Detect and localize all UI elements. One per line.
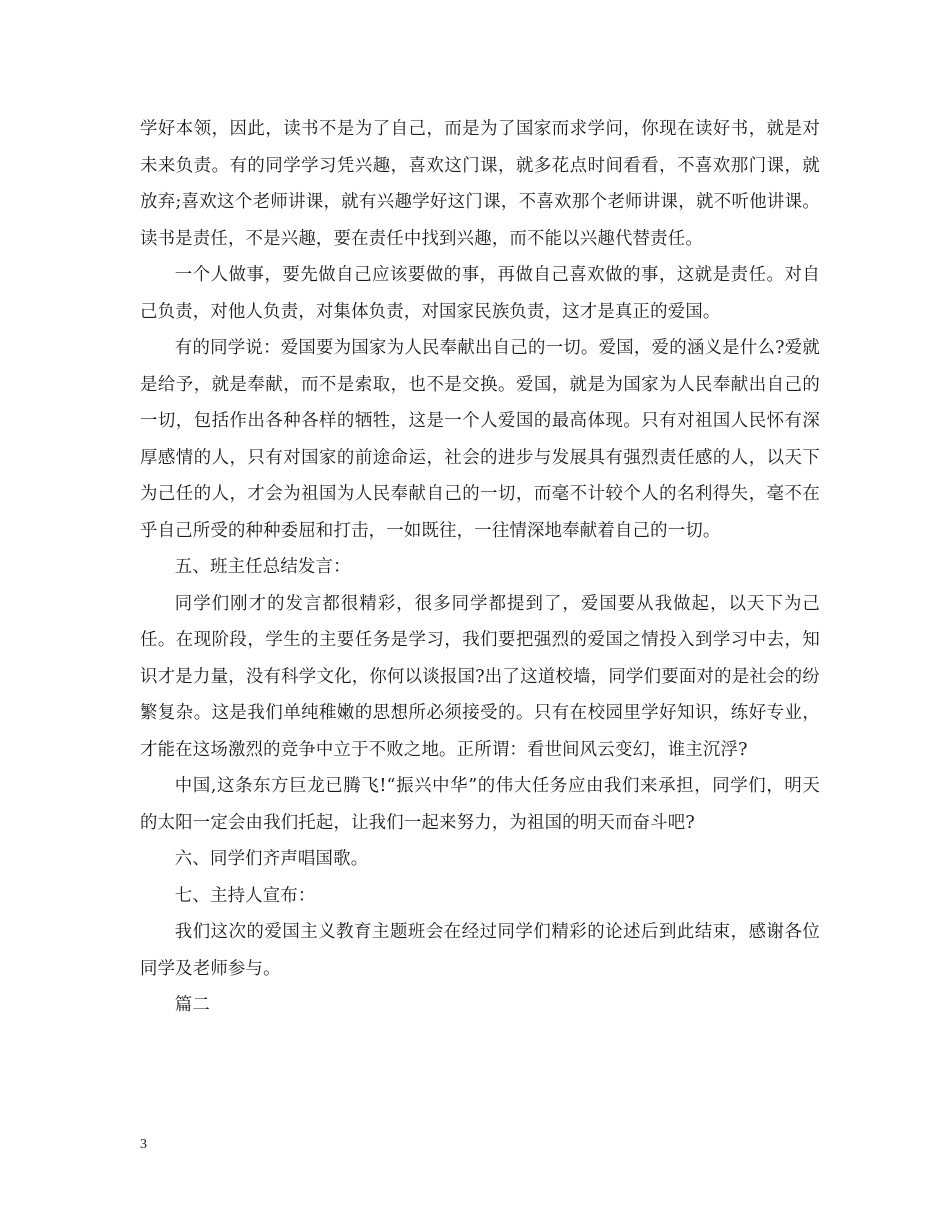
paragraph-study-responsibility: 学好本领，因此，读书不是为了自己，而是为了国家而求学问，你现在读好书，就是对未来负责。有的同学学习凭兴趣，喜欢这门课，就多花点时间看看，不喜欢那门课，就放弃;喜欢这个老师讲课，就有兴趣学好这门课，不喜欢那个老师讲课，就不听他讲课。读书是责任，不是兴趣，要在责任中找到兴趣，而不能以兴趣代替责任。 (140, 119, 820, 249)
paragraph-china-rising: 中国,这条东方巨龙已腾飞!“振兴中华”的伟大任务应由我们来承担，同学们，明天的太阳一定会由我们托起，让我们一起来努力，为祖国的明天而奋斗吧? (140, 776, 820, 833)
paragraph-love-of-country: 有的同学说：爱国要为国家为人民奉献出自己的一切。爱国，爱的涵义是什么?爱就是给予，就是奉献，而不是索取，也不是交换。爱国，就是为国家为人民奉献出自己的一切，包括作出各种各样的牺牲，这是一个人爱国的最高体现。只有对祖国人民怀有深厚感情的人，只有对国家的前途命运，社会的进步与发展具有强烈责任感的人，以天下为己任的人，才会为祖国为人民奉献自己的一切，而毫不计较个人的名利得失，毫不在乎自己所受的种种委屈和打击，一如既往，一往情深地奉献着自己的一切。 (140, 338, 820, 541)
page-number: 3 (140, 1137, 147, 1152)
paragraph-closing: 我们这次的爱国主义教育主题班会在经过同学们精彩的论述后到此结束，感谢各位同学及老师参与。 (140, 922, 820, 979)
document-body (140, 111, 820, 1024)
paragraph-teacher-summary: 同学们刚才的发言都很精彩，很多同学都提到了，爱国要从我做起，以天下为己任。在现阶段，学生的主要任务是学习，我们要把强烈的爱国之情投入到学习中去，知识才是力量，没有科学文化，你何以谈报国?出了这道校墙，同学们要面对的是社会的纷繁复杂。这是我们单纯稚嫩的思想所必须接受的。只有在校园里学好知识，练好专业，才能在这场激烈的竞争中立于不败之地。正所谓：看世间风云变幻，谁主沉浮? (140, 593, 820, 760)
section-heading-teacher-summary: 五、班主任总结发言： (174, 557, 351, 577)
paragraph-responsibility-patriotism: 一个人做事，要先做自己应该要做的事，再做自己喜欢做的事，这就是责任。对自己负责，对他人负责，对集体负责，对国家民族负责，这才是真正的爱国。 (140, 265, 820, 322)
section-heading-part-two: 篇二 (174, 995, 210, 1015)
section-heading-host-announcement: 七、主持人宣布： (174, 885, 316, 906)
section-heading-national-anthem: 六、同学们齐声唱国歌。 (174, 849, 369, 869)
